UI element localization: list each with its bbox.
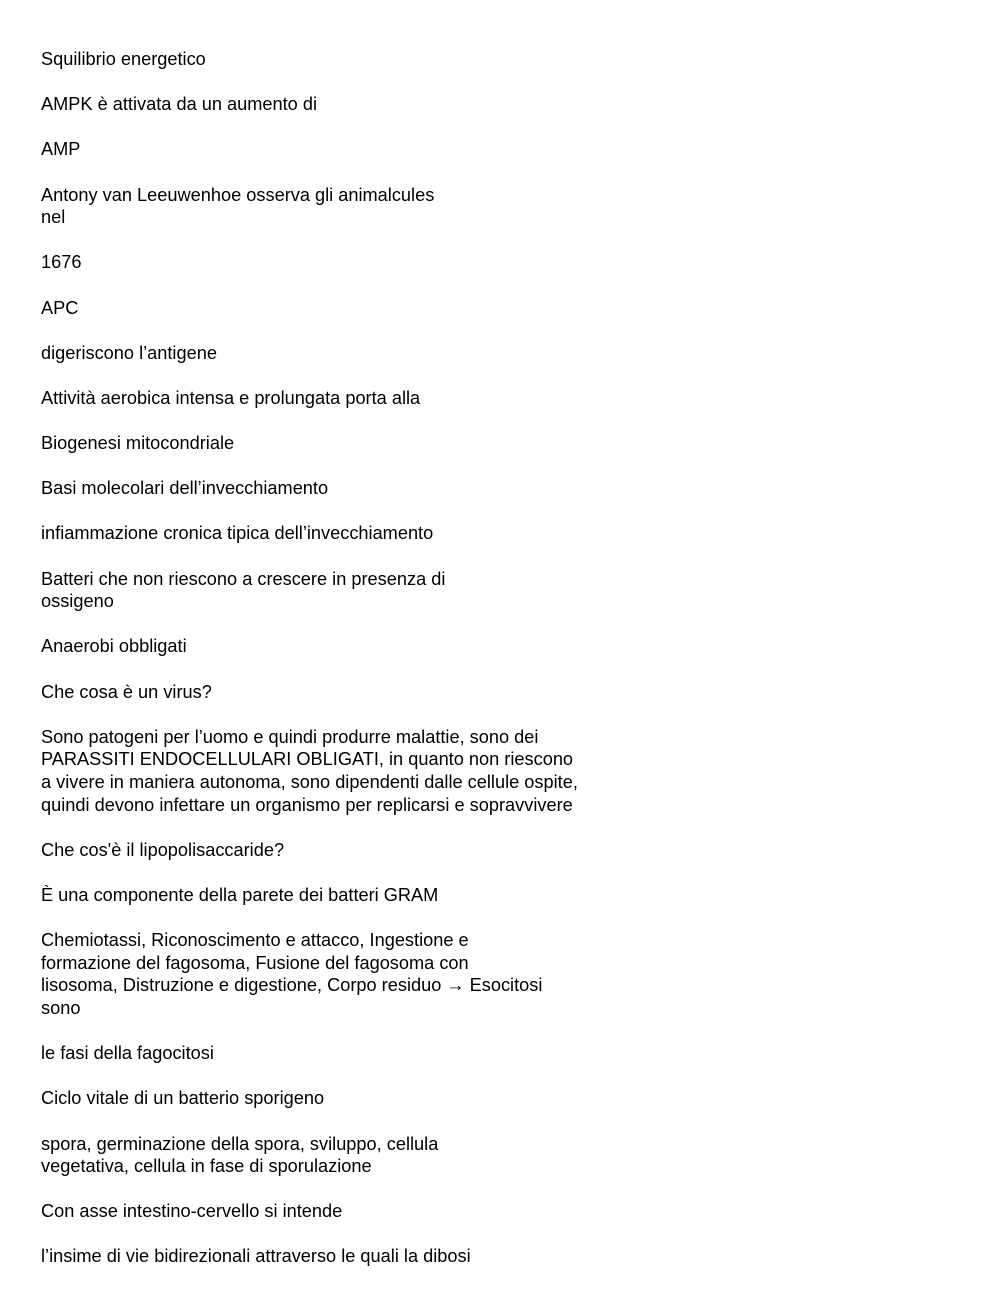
paragraph-16: Che cos'è il lipopolisaccaride? <box>41 839 285 860</box>
paragraph-22: Con asse intestino-cervello si intende <box>41 1201 343 1222</box>
paragraph-10: Basi molecolari dell’invecchiamento <box>41 478 329 499</box>
paragraph-4: Antony van Leeuwenhoe osserva gli animalcules nel <box>41 184 435 228</box>
paragraph-7: digeriscono l’antigene <box>41 342 217 363</box>
paragraph-21: spora, germinazione della spora, sviluppo, cellula vegetativa, cellula in fase di sporulazione <box>41 1133 439 1177</box>
paragraph-17: È una componente della parete dei batteri GRAM <box>41 884 439 905</box>
paragraph-2: AMPK è attivata da un aumento di <box>41 94 318 115</box>
document-text <box>41 48 661 1291</box>
paragraph-11: infiammazione cronica tipica dell’invecchiamento <box>41 523 434 544</box>
paragraph-20: Ciclo vitale di un batterio sporigeno <box>41 1088 325 1109</box>
paragraph-6: APC <box>41 297 79 318</box>
paragraph-15: Sono patogeni per l’uomo e quindi produrre malattie, sono dei PARASSITI ENDOCELLULARI OBLIGATI, in quanto non riescono a vivere in maniera autonoma, sono dipendenti dalle cellule ospite, quindi devono infettare un organismo per replicarsi e sopravvivere <box>41 726 578 815</box>
paragraph-9: Biogenesi mitocondriale <box>41 433 235 454</box>
paragraph-5: 1676 <box>41 252 82 273</box>
paragraph-3: AMP <box>41 139 81 160</box>
paragraph-13: Anaerobi obbligati <box>41 636 187 657</box>
paragraph-19: le fasi della fagocitosi <box>41 1043 214 1064</box>
paragraph-1: Squilibrio energetico <box>41 49 206 69</box>
paragraph-12: Batteri che non riescono a crescere in presenza di ossigeno <box>41 568 446 612</box>
paragraph-8: Attività aerobica intensa e prolungata porta alla <box>41 387 421 408</box>
paragraph-23: l’insime di vie bidirezionali attraverso le quali la dibosi <box>41 1246 471 1267</box>
paragraph-14: Che cosa è un virus? <box>41 681 212 702</box>
paragraph-18: Chemiotassi, Riconoscimento e attacco, Ingestione e formazione del fagosoma, Fusione del fagosoma con lisosoma, Distruzione e digestione, Corpo residuo → Esocitosi sono <box>41 930 543 1018</box>
